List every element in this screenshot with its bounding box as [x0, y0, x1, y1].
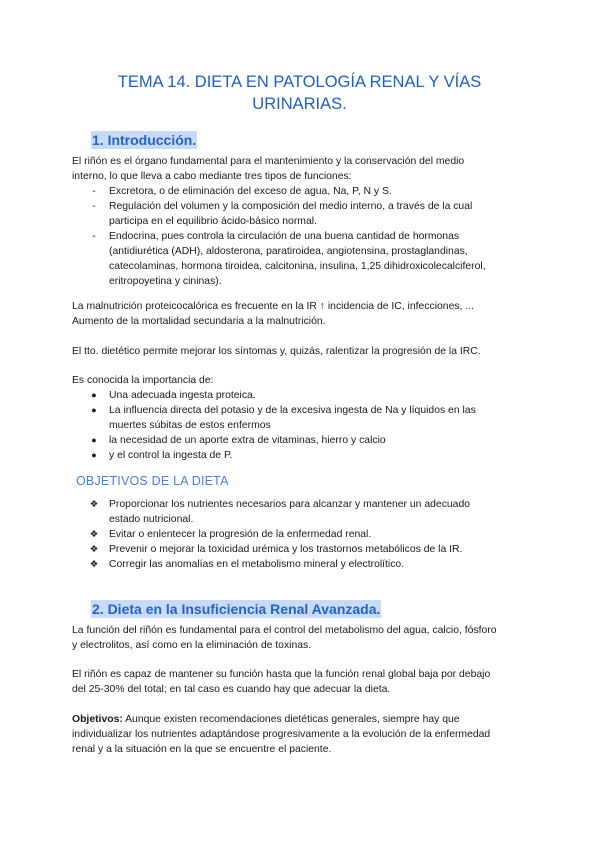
objectives-label: Objetivos: [72, 714, 123, 725]
diamond-bullet-icon: ❖ [89, 559, 99, 570]
importance-label: Es conocida la importancia de: [72, 375, 214, 386]
dash-marker: - [92, 231, 96, 242]
title-line-2: URINARIAS. [252, 95, 347, 113]
bullet-marker: ● [91, 435, 97, 445]
function-item-endocrina-line-2: (antidiurética (ADH), aldosterona, paratiroidea, angiotensina, prostaglandinas, [109, 246, 468, 257]
section-2-p2-line-2: del 25-30% del total; en tal caso es cuando hay que adecuar la dieta. [72, 684, 391, 695]
objective-item-nutrients-line-2: estado nutricional. [109, 514, 194, 525]
section-2-p1-line-1: La función del riñón es fundamental para el control del metabolismo del agua, calcio, fósforo [72, 625, 497, 636]
title-line-1: TEMA 14. DIETA EN PATOLOGÍA RENAL Y VÍAS [117, 73, 482, 91]
intro-line-1: El riñón es el órgano fundamental para el mantenimiento y la conservación del medio [72, 156, 465, 167]
importance-item-phosphorus: y el control la ingesta de P. [109, 450, 233, 461]
section-2-p3-text: Aunque existen recomendaciones dietéticas generales, siempre hay que [122, 714, 460, 725]
malnutrition-line-1: La malnutrición proteicocalórica es frecuente en la IR ↑ incidencia de IC, infecciones, ... [72, 301, 474, 312]
bullet-marker: ● [91, 450, 97, 460]
dash-marker: - [92, 201, 96, 212]
objective-item-nutrients-line-1: Proporcionar los nutrientes necesarios para alcanzar y mantener un adecuado [109, 499, 470, 510]
function-item-excretora: Excretora, o de eliminación del exceso de agua, Na, P, N y S. [109, 186, 392, 197]
diamond-bullet-icon: ❖ [89, 544, 99, 555]
section-2-heading: 2. Dieta en la Insuficiencia Renal Avanzada. [92, 601, 381, 617]
function-item-regulacion-line-1: Regulación del volumen y la composición del medio interno, a través de la cual [109, 201, 473, 212]
diamond-bullet-icon: ❖ [89, 499, 99, 510]
function-item-endocrina-line-4: eritropoyetina y cininas). [109, 276, 222, 287]
importance-item-potassium-line-1: La influencia directa del potasio y de la excesiva ingesta de Na y líquidos en las [109, 405, 476, 416]
section-2-p3-line-3: renal y a la situación en la que se encuentre el paciente. [72, 744, 332, 755]
bullet-marker: ● [91, 405, 97, 415]
importance-item-protein: Una adecuada ingesta proteica. [109, 390, 256, 401]
diamond-bullet-icon: ❖ [89, 529, 99, 540]
bullet-marker: ● [91, 390, 97, 400]
importance-item-potassium-line-2: muertes súbitas de estos enfermos [109, 420, 271, 431]
section-2-p1-line-2: y electrolitos, así como en la eliminación de toxinas. [72, 640, 312, 651]
objective-item-toxicity: Prevenir o mejorar la toxicidad urémica y los trastornos metabólicos de la IR. [109, 544, 463, 555]
section-2-p2-line-1: El riñón es capaz de mantener su función hasta que la función renal global baja por debajo [72, 669, 491, 680]
function-item-endocrina-line-3: catecolaminas, hormona tiroidea, calcitonina, insulina, 1,25 dihidroxicolecalciferol, [109, 261, 486, 272]
section-1-heading: 1. Introducción. [92, 132, 197, 148]
intro-line-2: interno, lo que lleva a cabo mediante tres tipos de funciones: [72, 171, 352, 182]
treatment-paragraph: El tto. dietético permite mejorar los síntomas y, quizás, ralentizar la progresión de la IRC. [72, 346, 481, 357]
section-2-p3-line-1 [72, 712, 460, 727]
importance-item-vitamins: la necesidad de un aporte extra de vitaminas, hierro y calcio [109, 435, 386, 446]
objective-item-progression: Evitar o enlentecer la progresión de la enfermedad renal. [109, 529, 372, 540]
objectives-heading: OBJETIVOS DE LA DIETA [76, 474, 229, 488]
section-2-p3-line-2: individualizar los nutrientes adaptándose progresivamente a la evolución de la enfermedad [72, 729, 491, 740]
objective-item-minerals: Corregir las anomalías en el metabolismo mineral y electrolítico. [109, 559, 405, 570]
malnutrition-line-2: Aumento de la mortalidad secundaria a la malnutrición. [72, 316, 326, 327]
function-item-endocrina-line-1: Endocrina, pues controla la circulación de una buena cantidad de hormonas [109, 231, 460, 242]
dash-marker: - [92, 186, 96, 197]
document-title [60, 71, 539, 115]
function-item-regulacion-line-2: participa en el equilibrio ácido-básico normal. [109, 216, 317, 227]
